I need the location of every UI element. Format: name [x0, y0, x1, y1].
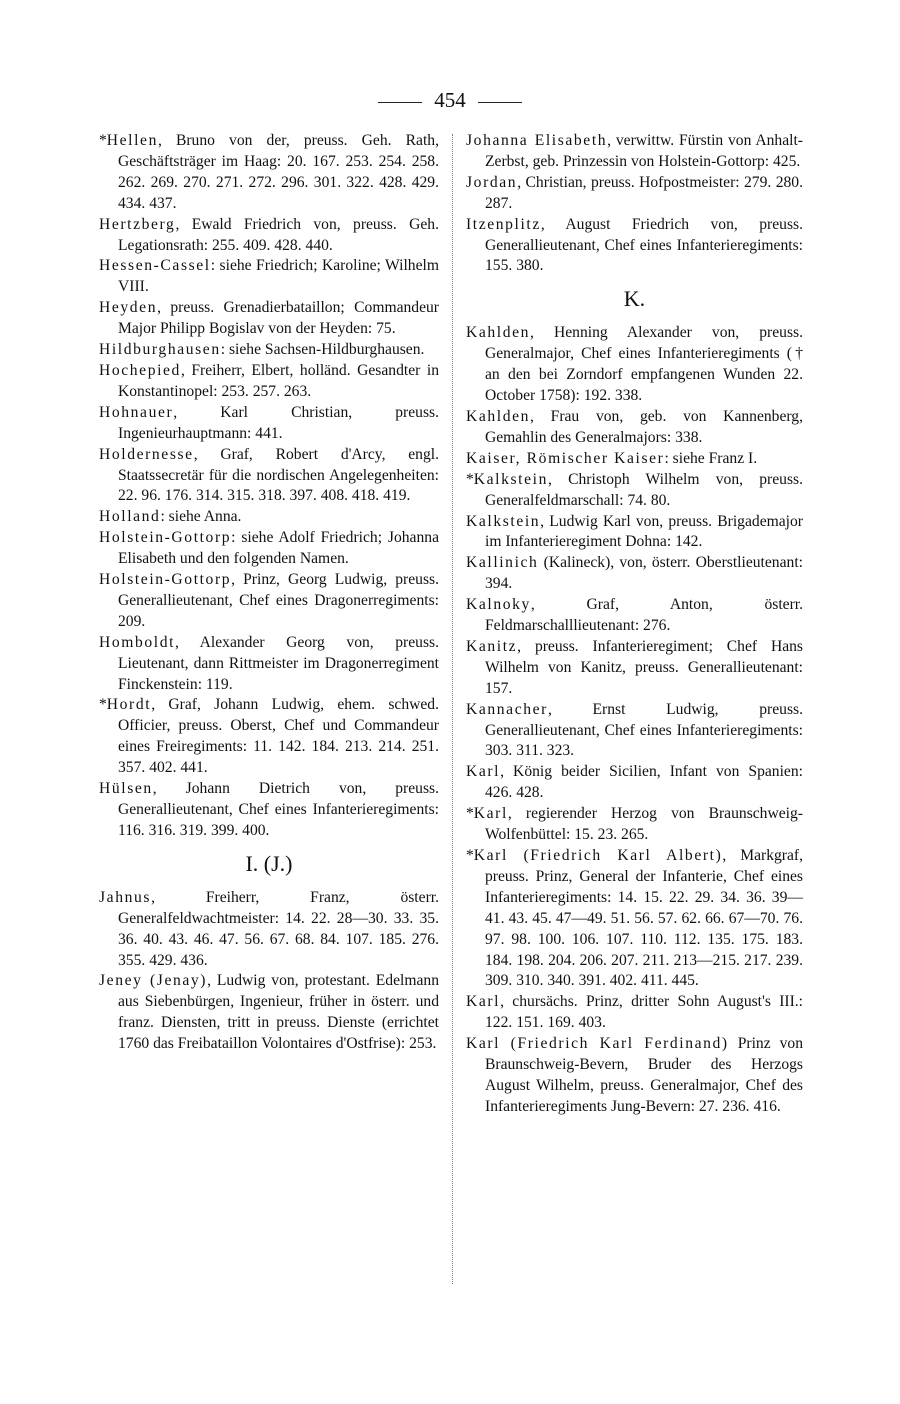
entry-headword: Holstein-Gottorp [99, 571, 232, 589]
entry-text: , Henning Alexander von, preuss. Generalmajor, Chef eines Infanterieregiments († an den bei Zorndorf empfangenen Wunden 22. October 1758): 192. 338. [485, 324, 803, 405]
index-entry [99, 215, 439, 257]
header-rule-right [478, 102, 522, 103]
index-entry [99, 445, 439, 508]
index-entry [99, 131, 439, 215]
entry-headword: Hülsen [99, 780, 153, 798]
entry-headword: Hordt [106, 696, 152, 714]
index-entry [466, 595, 803, 637]
entry-text: , Ludwig Karl von, preuss. Brigademajor im Infanterieregiment Dohna: 142. [485, 512, 803, 551]
index-entry [99, 570, 439, 633]
index-entry [466, 700, 803, 763]
index-entry [466, 512, 803, 554]
entry-text: , Ewald Friedrich von, preuss. Geh. Legationsrath: 255. 409. 428. 440. [118, 215, 439, 254]
entry-text: , Freiherr, Elbert, holländ. Gesandter in Konstantinopel: 253. 257. 263. [118, 361, 439, 400]
page-header [0, 86, 900, 114]
entry-headword: Karl [466, 763, 501, 781]
entry-headword: Jahnus [99, 888, 152, 906]
entry-headword: Hildburghausen [99, 341, 221, 359]
entry-text: , Christoph Wilhelm von, preuss. Generalfeldmarschall: 74. 80. [485, 470, 803, 509]
entry-text: : siehe Adolf Friedrich; Johanna Elisabeth und den folgenden Namen. [118, 529, 439, 568]
entry-headword: Jeney (Jenay) [99, 972, 208, 990]
section-letter: I. (J.) [245, 850, 293, 876]
index-entry [466, 762, 803, 804]
entry-headword: Holland [99, 508, 161, 526]
entry-text: : siehe Franz I. [664, 449, 758, 467]
entry-text: (Kalineck), von, österr. Oberstlieutenant: 394. [485, 554, 803, 593]
entry-headword: Karl [466, 993, 501, 1011]
entry-headword: Hertzberg [99, 215, 176, 233]
entry-text: , Alexander Georg von, preuss. Lieutenant, dann Rittmeister im Dragonerregiment Finckenstein: 119. [118, 633, 439, 693]
entry-text: , Ernst Ludwig, preuss. Generallieutenant, Chef eines Infanterieregiments: 303. 311. 323. [485, 700, 803, 760]
index-entry [466, 407, 803, 449]
index-entry [466, 553, 803, 595]
entry-text: : siehe Sachsen-Hildburghausen. [220, 341, 425, 359]
entry-text: , Markgraf, preuss. Prinz, General der Infanterie, Chef eines Infanterieregiments: 14. 15. 22. 29. 34. 36. 39—41. 43. 45. 47—49. 51. 56. 57. 62. 66. 67—70. 76. 97. 98. 100. 106. 107. 110. 112. 135. 175. 183. 184. 198. 204. 206. 207. 211. 213—215. 217. 239. 309. 310. 340. 391. 402. 411. 445. [485, 847, 803, 990]
entry-text: , Johann Dietrich von, preuss. Generallieutenant, Chef eines Infanterieregiments: 116. 316. 319. 399. 400. [118, 780, 439, 839]
entry-headword: Kallinich [466, 554, 539, 572]
entry-text: : siehe Anna. [160, 508, 242, 526]
entry-headword: Kanitz [466, 637, 518, 655]
entry-text: , Prinz, Georg Ludwig, preuss. Generallieutenant, Chef eines Dragonerregiments: 209. [118, 571, 439, 630]
entry-text: Prinz von Braunschweig-Bevern, Bruder des Herzogs August Wilhelm, preuss. Generalmajor, Chef des Infanterieregiments Jung-Bevern: 27. 236. 416. [485, 1035, 804, 1115]
index-entry [466, 131, 803, 173]
entry-headword: Hochepied [99, 361, 181, 379]
asterisk-marker: * [99, 132, 107, 149]
entry-headword: Heyden [99, 299, 158, 317]
entry-headword: Holdernesse [99, 445, 194, 463]
entry-headword: Kalnoky [466, 596, 531, 614]
asterisk-marker: * [466, 847, 474, 864]
index-entry [466, 470, 803, 512]
asterisk-marker: * [99, 696, 107, 714]
entry-text: , Christian, preuss. Hofpostmeister: 279. 280. 287. [485, 173, 803, 212]
entry-headword: Kahlden [466, 407, 531, 425]
asterisk-marker: * [466, 470, 474, 488]
entry-text: : siehe Friedrich; Karoline; Wilhelm VIII. [118, 257, 439, 296]
entry-text: , regierender Herzog von Braunschweig-Wolfenbüttel: 15. 23. 265. [485, 805, 803, 844]
entry-headword: Homboldt [99, 633, 176, 651]
index-entry [99, 507, 439, 528]
page-number: 454 [434, 88, 466, 112]
index-entry [99, 888, 439, 972]
entry-headword: Karl (Friedrich Karl Albert) [473, 847, 723, 864]
entry-text: , Graf, Anton, österr. Feldmarschalllieutenant: 276. [485, 596, 803, 635]
asterisk-marker: * [466, 805, 474, 823]
entry-headword: Hohnauer [99, 403, 174, 421]
entry-text: , Karl Christian, preuss. Ingenieurhauptmann: 441. [118, 403, 439, 442]
entry-text: , Freiherr, Franz, österr. Generalfeldwachtmeister: 14. 22. 28—30. 33. 35. 36. 40. 43. 46. 47. 56. 67. 68. 84. 107. 185. 276. 355. 429. 436. [118, 888, 439, 969]
entry-text: , Frau von, geb. von Kannenberg, Gemahlin des Generalmajors: 338. [485, 407, 803, 446]
index-entry [466, 173, 803, 215]
index-entry [99, 340, 439, 361]
entry-headword: Kalkstein [473, 470, 548, 488]
entry-text: , Bruno von der, preuss. Geh. Rath, Geschäftsträger im Haag: 20. 167. 253. 254. 258. 262. 269. 270. 271. 272. 296. 301. 322. 428. 429. 434. 437. [118, 132, 439, 212]
entry-text: , verwittw. Fürstin von Anhalt-Zerbst, geb. Prinzessin von Holstein-Gottorp: 425. [485, 132, 803, 170]
index-entry [466, 804, 803, 846]
index-entry [99, 971, 439, 1055]
index-entry [99, 633, 439, 696]
entry-headword: Kaiser, Römischer Kaiser [466, 449, 665, 467]
index-entry [99, 361, 439, 403]
index-entry [99, 779, 439, 842]
entry-text: , Graf, Johann Ludwig, ehem. schwed. Officier, preuss. Oberst, Chef und Commandeur eines Freiregiments: 11. 142. 184. 213. 214. 251. 357. 402. 441. [118, 696, 439, 777]
entry-text: , chursächs. Prinz, dritter Sohn August's III.: 122. 151. 169. 403. [485, 993, 803, 1032]
section-letter: K. [623, 286, 646, 312]
entry-headword: Itzenplitz [466, 215, 541, 233]
index-entry [466, 1034, 803, 1118]
entry-headword: Hessen-Cassel [99, 257, 211, 275]
entry-headword: Hellen [106, 132, 158, 149]
index-entry [466, 215, 803, 278]
entry-headword: Johanna Elisabeth [466, 132, 608, 149]
index-entry [466, 992, 803, 1034]
header-rule-left [378, 102, 422, 103]
entry-headword: Jordan [466, 173, 518, 191]
index-entry [99, 298, 439, 340]
column-divider [452, 134, 453, 1284]
index-entry [466, 323, 803, 407]
entry-headword: Kalkstein [466, 512, 541, 530]
entry-text: , August Friedrich von, preuss. Generallieutenant, Chef eines Infanterieregiments: 155. 380. [485, 215, 803, 275]
entry-headword: Karl [473, 805, 508, 823]
entry-text: , Ludwig von, protestant. Edelmann aus Siebenbürgen, Ingenieur, früher in österr. und franz. Diensten, tritt in preuss. Dienste (errichtet 1760 das Freibataillon Volontaires d'Ostfrise): 253. [118, 972, 439, 1053]
entry-text: , preuss. Infanterieregiment; Chef Hans Wilhelm von Kanitz, preuss. Generallieutenant: 157. [485, 637, 803, 697]
index-entry [99, 528, 439, 570]
entry-text: , Graf, Robert d'Arcy, engl. Staatssecretär für die nordischen Angelegenheiten: 22. 96. 176. 314. 315. 318. 397. 408. 418. 419. [118, 445, 439, 505]
index-entry [99, 256, 439, 298]
index-entry [466, 449, 803, 470]
entry-headword: Kahlden [466, 324, 531, 342]
index-entry [466, 637, 803, 700]
entry-headword: Kannacher [466, 700, 548, 718]
index-entry [99, 695, 439, 779]
index-column-left [99, 131, 439, 1055]
index-entry [466, 846, 803, 992]
entry-text: , preuss. Grenadierbataillon; Commandeur Major Philipp Bogislav von der Heyden: 75. [118, 299, 439, 338]
index-entry [99, 403, 439, 445]
index-column-right [466, 131, 803, 1118]
entry-headword: Karl (Friedrich Karl Ferdinand) [466, 1035, 729, 1053]
entry-text: , König beider Sicilien, Infant von Spanien: 426. 428. [485, 763, 803, 802]
entry-headword: Holstein-Gottorp [99, 529, 232, 547]
